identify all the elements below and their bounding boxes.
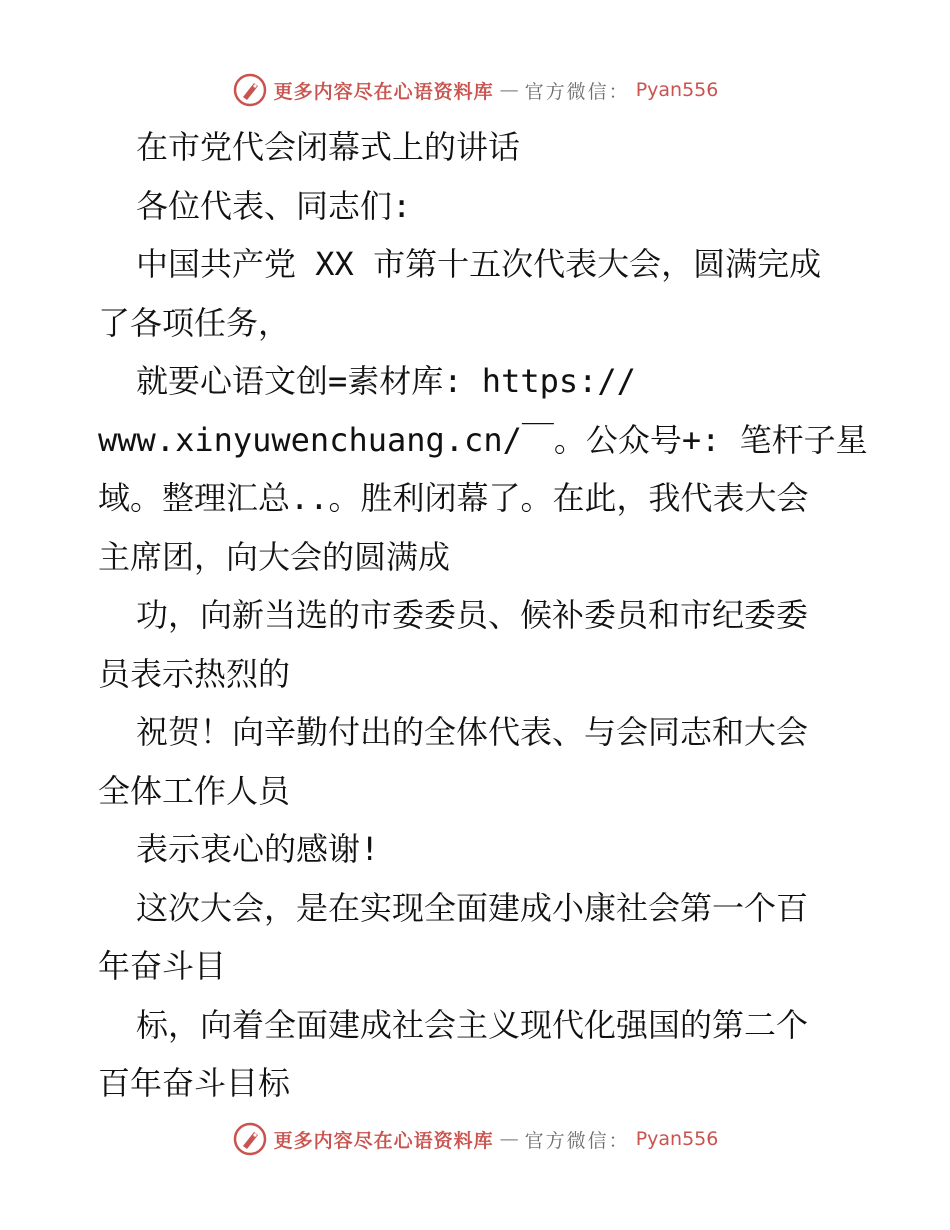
paragraph-line: 主席团，向大会的圆满成	[98, 537, 451, 576]
paragraph-line: 就要心语文创=素材库: https://	[136, 362, 636, 400]
paragraph-line: 域。整理汇总..。胜利闭幕了。在此，我代表大会	[98, 479, 809, 517]
paragraph-line: 员表示热烈的	[98, 654, 291, 693]
watermark-wechat-id: Pyan556	[635, 1128, 719, 1150]
paragraph-line: 标，向着全面建成社会主义现代化强国的第二个	[136, 1005, 809, 1044]
speech-body	[98, 118, 868, 1113]
watermark-main-text: 更多内容尽在心语资料库	[273, 80, 494, 103]
speech-salutation: 各位代表、同志们:	[136, 186, 412, 225]
pen-nib-circle-icon	[232, 72, 268, 108]
paragraph-line: 中国共产党 XX 市第十五次代表大会，圆满完成	[136, 245, 822, 283]
footer-watermark	[0, 1119, 950, 1159]
paragraph-line: 祝贺！向辛勤付出的全体代表、与会同志和大会	[136, 713, 809, 751]
paragraph-line: 功，向新当选的市委委员、候补委员和市纪委委	[136, 596, 809, 634]
paragraph-line: 这次大会，是在实现全面建成小康社会第一个百	[136, 888, 809, 927]
paragraph-line: www.xinyuwenchuang.cn/￣。公众号+: 笔杆子星	[98, 420, 868, 459]
paragraph-line: 表示衷心的感谢!	[136, 830, 380, 868]
speech-title: 在市党代会闭幕式上的讲话	[136, 128, 521, 166]
watermark-wechat-id: Pyan556	[635, 79, 719, 101]
paragraph-line: 全体工作人员	[98, 771, 291, 810]
paragraph-line: 百年奋斗目标	[98, 1064, 291, 1102]
watermark-separator: —	[499, 1128, 519, 1150]
watermark-separator: —	[499, 79, 519, 101]
watermark-wechat-label: 官方微信：	[524, 1129, 630, 1152]
watermark-wechat-label: 官方微信：	[524, 80, 630, 103]
watermark-main-text: 更多内容尽在心语资料库	[273, 1129, 494, 1152]
paragraph-line: 了各项任务，	[98, 303, 291, 342]
pen-nib-circle-icon	[232, 1121, 268, 1157]
header-watermark	[0, 70, 950, 110]
paragraph-line: 年奋斗目	[98, 947, 227, 985]
